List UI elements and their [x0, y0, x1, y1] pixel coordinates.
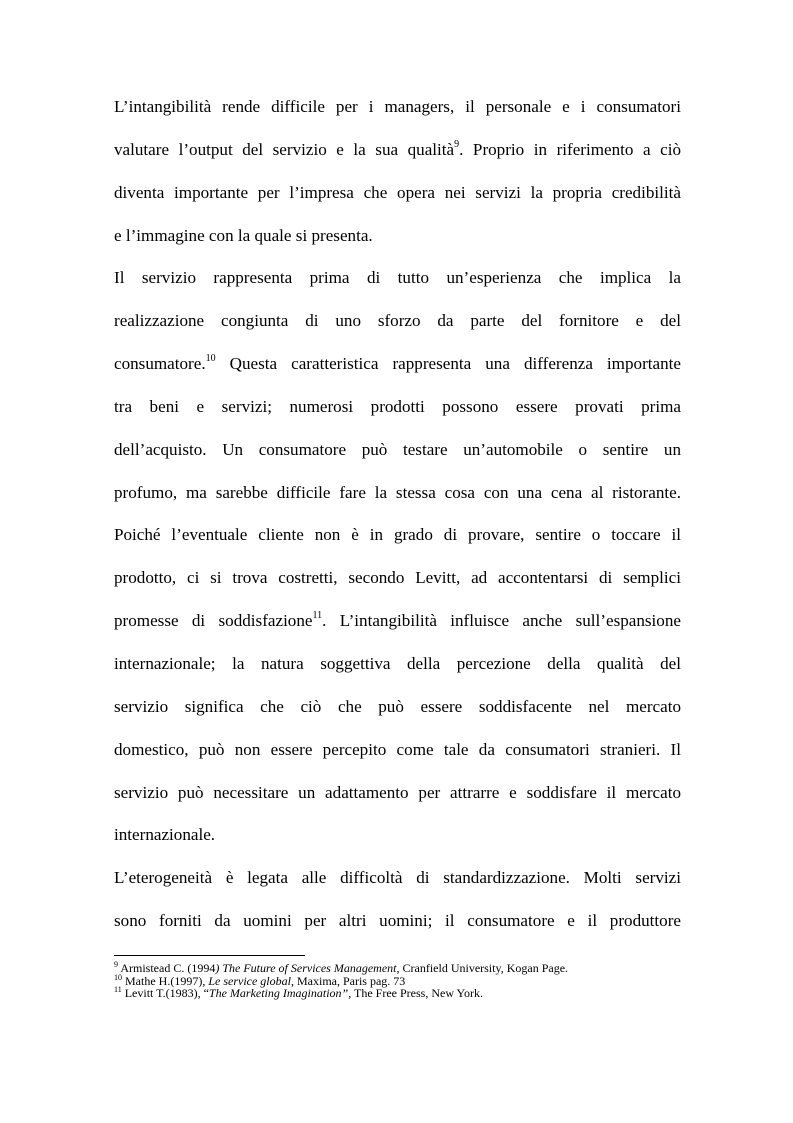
text-line: domestico, può non essere percepito come tale da consumatori stranieri. Il	[114, 739, 681, 759]
footnote-ref-9[interactable]: 9	[454, 139, 460, 151]
text-line: internazionale; la natura soggettiva della percezione della qualità del	[114, 653, 681, 673]
text-line: e l’immagine con la quale si presenta.	[114, 225, 373, 245]
text-line: L’intangibilità rende difficile per i managers, il personale e i consumatori	[114, 97, 681, 116]
text-line: tra beni e servizi; numerosi prodotti possono essere provati prima	[114, 396, 681, 416]
paragraph-heterogeneity	[114, 857, 681, 943]
text-line: diventa importante per l’impresa che opera nei servizi la propria credibilità	[114, 182, 681, 202]
footnote-10: $^{10}$ Mathe H.(1997), Le service global, Maxima, Paris pag. 73	[114, 972, 406, 988]
text-line: Poiché l’eventuale cliente non è in grado di provare, sentire o toccare il	[114, 525, 681, 545]
footnote-ref-10[interactable]: 10	[205, 353, 216, 365]
text-line: Il servizio rappresenta prima di tutto un’esperienza che implica la	[114, 268, 681, 288]
footnotes	[114, 962, 681, 1000]
text-line: prodotto, ci si trova costretti, secondo Levitt, ad accontentarsi di semplici	[114, 568, 681, 588]
text-line: servizio significa che ciò che può essere soddisfacente nel mercato	[114, 696, 681, 716]
text-line: internazionale.	[114, 825, 216, 845]
text-line: dell’acquisto. Un consumatore può testare un’automobile o sentire un	[114, 439, 681, 459]
text-line: promesse di soddisfazione$^{11}$. L’intangibilità influisce anche sull’espansione	[114, 610, 681, 631]
main-text	[114, 86, 681, 943]
footnote-11: $^{11}$ Levitt T.(1983), “The Marketing Imagination”, The Free Press, New York.	[114, 985, 484, 1000]
footnote-separator	[114, 955, 305, 956]
paragraph-experience	[114, 257, 681, 857]
text-line: L’eterogeneità è legata alle difficoltà di standardizzazione. Molti servizi	[114, 868, 681, 888]
footnote-9: $^9$ Armistead C. (1994) The Future of Services Management, Cranfield University, Kogan Page.	[114, 960, 569, 975]
text-line: valutare l’output del servizio e la sua qualità$^9$. Proprio in riferimento a ciò	[114, 139, 681, 159]
paragraph-intangibility	[114, 86, 681, 257]
text-line: profumo, ma sarebbe difficile fare la stessa cosa con una cena al ristorante.	[114, 482, 681, 502]
text-line: realizzazione congiunta di uno sforzo da parte del fornitore e del	[114, 311, 681, 331]
text-line: sono forniti da uomini per altri uomini; il consumatore e il produttore	[114, 911, 681, 931]
text-line: servizio può necessitare un adattamento per attrarre e soddisfare il mercato	[114, 782, 681, 802]
footnote-ref-11[interactable]: 11	[312, 610, 323, 622]
text-line: consumatore.$^{10}$ Questa caratteristica rappresenta una differenza importante	[114, 353, 681, 374]
